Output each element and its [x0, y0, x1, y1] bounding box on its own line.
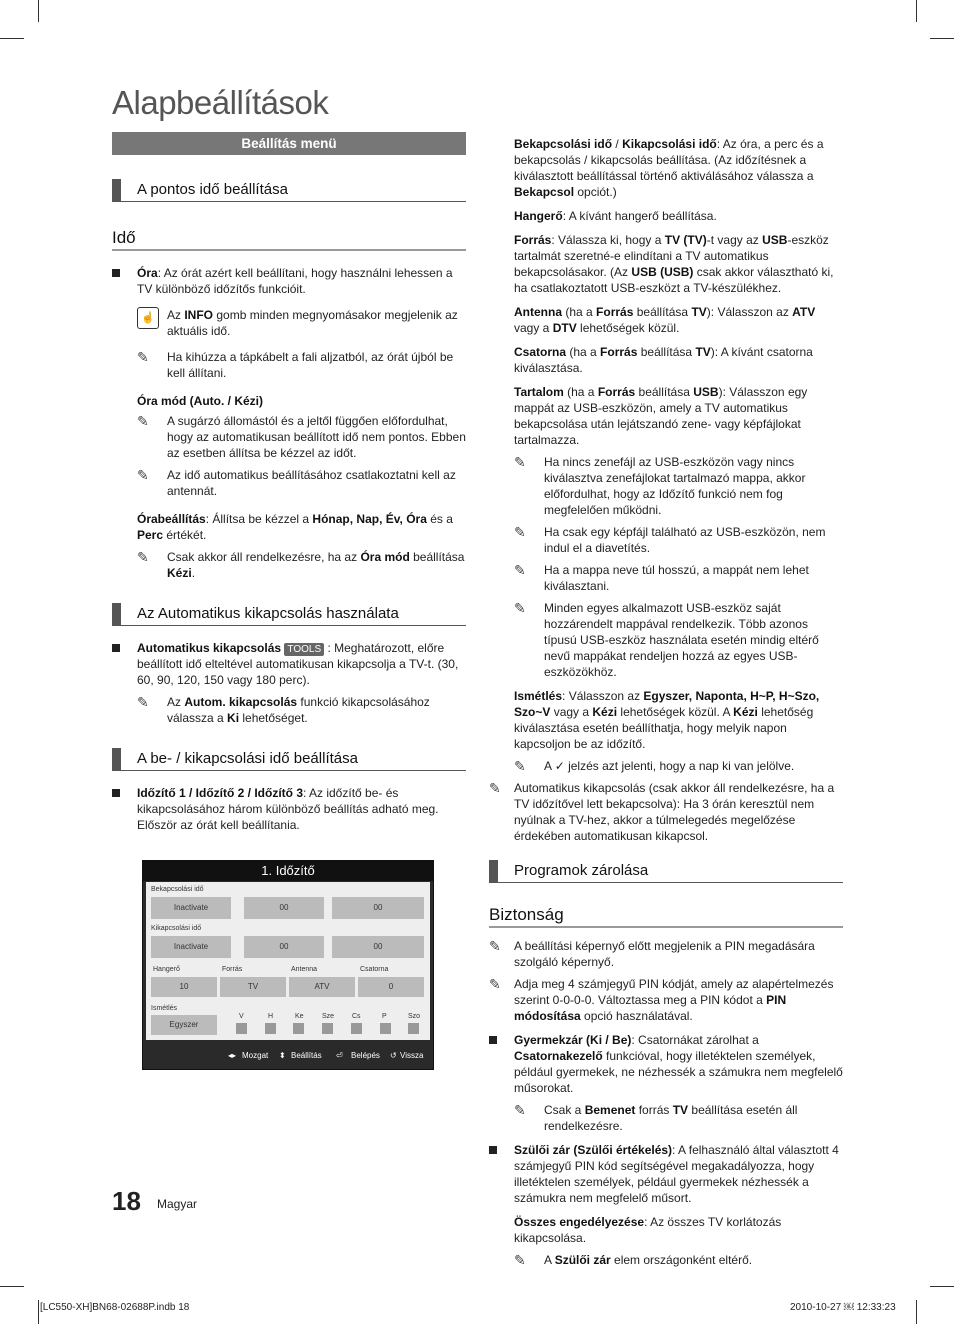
note — [489, 524, 843, 556]
section-heading: Biztonság — [489, 907, 843, 928]
text: A sugárzó állomástól és a jeltől függően előfordulhat, hogy az automatikusan beállított idő nem pontos. Ebben az esetben állítsa be kézzel az időt. — [167, 414, 466, 460]
volume-field[interactable]: 10 — [151, 977, 217, 997]
timer-osd — [142, 860, 434, 1070]
page-number: 18 — [112, 1186, 141, 1216]
text: értékét. — [163, 528, 207, 542]
info-note — [112, 307, 466, 339]
note — [112, 413, 466, 461]
paragraph — [489, 384, 843, 448]
note — [489, 1252, 843, 1268]
day-label: Sze — [322, 1013, 335, 1020]
text: : A kívánt hangerő beállítása. — [562, 209, 717, 223]
paragraph — [489, 232, 843, 296]
day-label: Szo — [408, 1013, 421, 1020]
term: Időzítő 1 / Időzítő 2 / Időzítő 3 — [137, 786, 303, 800]
crop-mark — [0, 1286, 24, 1287]
enter-icon: ⏎ — [336, 1051, 343, 1060]
day-label: P — [382, 1013, 387, 1020]
term: Bekapcsolási idő — [514, 137, 613, 151]
text: -eszköz tartalmát szeretné-e elindítani a TV automatikus bekapcsolásakor. (Az — [514, 233, 829, 279]
text: és a — [426, 512, 453, 526]
check-icon: ✓ — [554, 759, 565, 773]
term: Bemenet — [584, 1103, 636, 1117]
repeat-field[interactable]: Egyszer — [151, 1015, 217, 1035]
day-label: H — [268, 1013, 274, 1020]
text: elem országonként eltérő. — [610, 1253, 753, 1267]
term: Csatornakezelő — [514, 1049, 603, 1063]
text: funkció kikapcsolásához válassza a — [167, 695, 430, 725]
text: lehetőséget. — [239, 711, 308, 725]
osd-title: 1. Időzítő — [143, 861, 433, 881]
note — [489, 976, 843, 1024]
day-checkbox[interactable] — [408, 1023, 419, 1034]
text: / — [612, 137, 623, 151]
text: opció használatával. — [580, 1009, 693, 1023]
left-column — [112, 132, 466, 833]
term: Ismétlés — [514, 689, 563, 703]
menu-bar: Beállítás menü — [112, 132, 466, 155]
off-time-label: Kikapcsolási idő — [151, 925, 202, 932]
note — [112, 349, 466, 381]
text: funkcióval, hogy illetéktelen személyek, például gyermekek, ne nézhessék a számukra nem megfelelő műsorokat. — [514, 1049, 843, 1095]
text: jelzés azt jelenti, hogy a nap ki van jelölve. — [564, 759, 795, 773]
paragraph — [489, 136, 843, 200]
day-checkbox[interactable] — [293, 1023, 304, 1034]
term: Egyszer, Naponta, H~P, H~Szo, Szo~V — [514, 689, 820, 719]
paragraph — [489, 1214, 843, 1246]
language-label: Magyar — [157, 1197, 198, 1211]
term: TV — [695, 345, 711, 359]
note — [489, 562, 843, 594]
text: Csak a — [544, 1103, 585, 1117]
repeat-label: Ismétlés — [151, 1005, 178, 1012]
pencil-icon: ✎ — [514, 1252, 526, 1268]
tools-key-icon: TOOLS — [284, 643, 324, 656]
text: lehetőségek közül. — [576, 321, 680, 335]
day-checkbox[interactable] — [351, 1023, 362, 1034]
term: Tartalom — [514, 385, 564, 399]
term: Forrás — [597, 385, 636, 399]
note — [489, 600, 843, 680]
bullet-ora — [112, 265, 466, 297]
term: Forrás — [514, 233, 552, 247]
text: (ha a — [562, 305, 597, 319]
text: beállítása — [635, 385, 694, 399]
term: DTV — [552, 321, 577, 335]
term: Automatikus kikapcsolás — [137, 641, 282, 655]
bullet-auto — [112, 640, 466, 688]
nav-return: Vissza — [400, 1051, 424, 1060]
off-time-hour[interactable]: 00 — [244, 936, 324, 958]
day-checkbox[interactable] — [265, 1023, 276, 1034]
note — [112, 467, 466, 499]
text: gomb minden megnyomásakor megjelenik az aktuális idő. — [167, 308, 458, 338]
text: Az — [167, 695, 185, 709]
osd-body — [146, 882, 430, 1040]
info-key: INFO — [184, 308, 214, 322]
pencil-icon: ✎ — [514, 562, 526, 578]
on-time-hour[interactable]: 00 — [244, 897, 324, 919]
text: lehetőség kiválasztása esetén beállíthatja, hogy melyik napon kapcsoljon be az időzítő. — [514, 705, 814, 751]
crop-mark — [38, 0, 39, 22]
subsection-heading: Programok zárolása — [489, 860, 843, 883]
text: vagy a — [550, 705, 593, 719]
day-checkbox[interactable] — [322, 1023, 333, 1034]
term: Szülői zár (Szülői értékelés) — [514, 1143, 673, 1157]
term: PIN módosítása — [514, 993, 787, 1023]
move-icon: ◂▸ — [228, 1051, 237, 1060]
term: Óra mód (Auto. / Kézi) — [137, 394, 263, 408]
term: Hangerő — [514, 209, 563, 223]
text: . — [191, 566, 196, 580]
term: Óra mód — [360, 550, 410, 564]
text: Ha a mappa neve túl hosszú, a mappát nem lehet kiválasztani. — [544, 563, 809, 593]
paragraph — [489, 304, 843, 336]
term: Kézi — [592, 705, 618, 719]
note — [112, 694, 466, 726]
pencil-icon: ✎ — [137, 694, 149, 710]
text: beállítása — [637, 345, 696, 359]
text: : Csatornákat zárolhat a — [631, 1033, 759, 1047]
subsection-heading: A be- / kikapcsolási idő beállítása — [112, 748, 466, 771]
term: Antenna — [514, 305, 562, 319]
text: : Meghatározott, előre beállított idő elteltével automatikusan kikapcsolja a TV-t. (30, 60, 90, 120, 150 vagy 180 perc). — [137, 641, 459, 687]
on-time-label: Bekapcsolási idő — [151, 886, 204, 893]
bullet-gyermekzar — [489, 1032, 843, 1096]
text: forrás — [635, 1103, 673, 1117]
text: : Az órát azért kell beállítani, hogy használni lehessen a TV különböző időzítős funkcióit. — [137, 266, 453, 296]
term: Hónap, Nap, Év, Óra — [312, 512, 427, 526]
term: Bekapcsol — [514, 185, 575, 199]
nav-adjust: Beállítás — [291, 1051, 322, 1060]
text: A — [544, 1253, 555, 1267]
paragraph — [489, 688, 843, 752]
pencil-icon: ✎ — [514, 1102, 526, 1118]
note — [489, 780, 843, 844]
text: Minden egyes alkalmazott USB-eszköz saját hozzárendelt mappával rendelkezik. Több azonos típusú USB-eszköz használata esetén mindig eltérő nevű mappákat rendeljen hozzá az egyes USB-eszközökhöz. — [544, 601, 819, 679]
nav-move: Mozgat — [242, 1051, 269, 1060]
ora-mod-heading — [112, 393, 466, 409]
text: lehetőségek közül. A — [617, 705, 734, 719]
day-label: Ke — [295, 1013, 304, 1020]
pencil-icon: ✎ — [514, 758, 526, 774]
channel-label: Csatorna — [360, 966, 389, 973]
text: ): Válasszon az — [706, 305, 793, 319]
text: : A felhasználó által választott 4 számjegyű PIN kód segítségével megakadályozza, hogy illetéktelen személyek, például gyermekek nézhessék a számukra nem megfelelő műsort. — [514, 1143, 839, 1205]
term: Kézi — [733, 705, 758, 719]
text: csak akkor választható ki, ha csatlakoztatott USB-eszközt a TV-készülékhez. — [514, 265, 834, 295]
day-checkbox[interactable] — [380, 1023, 391, 1034]
orabeallitas — [112, 511, 466, 543]
adjust-icon: ⬍ — [279, 1051, 286, 1060]
text: beállítása esetén áll rendelkezésre. — [544, 1103, 798, 1133]
term: Perc — [137, 528, 164, 542]
term: Ki — [227, 711, 240, 725]
text: : Az összes TV korlátozás kikapcsolása. — [514, 1215, 782, 1245]
note — [112, 549, 466, 581]
pencil-icon: ✎ — [137, 413, 149, 429]
bullet-szulozar — [489, 1142, 843, 1206]
section-heading: Idő — [112, 230, 466, 251]
text: vagy a — [514, 321, 553, 335]
print-slug-right: 2010-10-27 ￼ 12:33:23 — [790, 1302, 896, 1313]
term: ATV — [792, 305, 816, 319]
antenna-field[interactable]: ATV — [289, 977, 355, 997]
text: (ha a — [563, 385, 598, 399]
term: TV — [672, 1103, 689, 1117]
text: beállítása — [633, 305, 692, 319]
page-title: Alapbeállítások — [112, 84, 329, 121]
term: Kézi — [167, 566, 192, 580]
text: (ha a — [566, 345, 601, 359]
term: TV (TV) — [664, 233, 707, 247]
term: Forrás — [596, 305, 634, 319]
text: -t vagy az — [706, 233, 763, 247]
nav-enter: Belépés — [351, 1051, 380, 1060]
note — [489, 454, 843, 518]
term: Óra — [137, 266, 158, 280]
text: Ha csak egy képfájl található az USB-eszközön, nem indul el a diavetítés. — [544, 525, 826, 555]
crop-mark — [916, 1300, 917, 1324]
text: Az idő automatikus beállításához csatlakoztatni kell az antennát. — [167, 468, 456, 498]
source-field[interactable]: TV — [220, 977, 286, 997]
crop-mark — [38, 1300, 39, 1324]
hand-icon: ☝ — [137, 307, 159, 329]
pencil-icon: ✎ — [489, 780, 501, 796]
term: Forrás — [600, 345, 638, 359]
pencil-icon: ✎ — [489, 976, 501, 992]
day-checkbox[interactable] — [236, 1023, 247, 1034]
off-time-minute[interactable]: 00 — [332, 936, 424, 958]
text: : Az óra, a perc és a bekapcsolás / kikapcsolás beállítása. (Az időzítésnek a kiválasztott beállítással történő aktiválásához válassza a — [514, 137, 824, 183]
pencil-icon: ✎ — [514, 600, 526, 616]
text: : Állítsa be kézzel a — [205, 512, 313, 526]
pencil-icon: ✎ — [489, 938, 501, 954]
paragraph — [489, 344, 843, 376]
crop-mark — [930, 1286, 954, 1287]
text: : Válassza ki, hogy a — [551, 233, 665, 247]
pencil-icon: ✎ — [514, 454, 526, 470]
on-time-minute[interactable]: 00 — [332, 897, 424, 919]
text: ): Válasszon egy mappát az USB-eszközön, amely a TV automatikus bekapcsolása után lejátszandó zene- vagy képfájlokat tartalmazza. — [514, 385, 808, 447]
text: A beállítási képernyő előtt megjelenik a PIN megadására szolgáló képernyő. — [514, 939, 815, 969]
text: Csak akkor áll rendelkezésre, ha az — [167, 550, 361, 564]
term: Kikapcsolási idő — [622, 137, 717, 151]
pencil-icon: ✎ — [514, 524, 526, 540]
on-time-state[interactable]: Inactivate — [151, 897, 231, 919]
note — [489, 938, 843, 970]
text: Ha nincs zenefájl az USB-eszközön vagy nincs kiválasztva zenefájlokat tartalmazó mappa, akkor előfordulhat, hogy az Időzítő funkció nem fog megfelelően működni. — [544, 455, 806, 517]
note — [489, 758, 843, 774]
text: : Válasszon az — [562, 689, 644, 703]
bullet-idozito — [112, 785, 466, 833]
text: : Az időzítő be- és kikapcsolásához három különböző beállítás adható meg. Először az órát kell beállítania. — [137, 786, 439, 832]
term: Összes engedélyezése — [514, 1215, 645, 1229]
text: Adja meg 4 számjegyű PIN kódját, amely az alapértelmezés szerint 0-0-0-0. Változtassa meg a PIN kódot a — [514, 977, 834, 1007]
term: TV — [691, 305, 707, 319]
right-column — [489, 136, 843, 1268]
day-label: V — [239, 1013, 244, 1020]
print-slug-left: [LC550-XH]BN68-02688P.indb 18 — [40, 1302, 190, 1313]
term: Autom. kikapcsolás — [184, 695, 298, 709]
pencil-icon: ✎ — [137, 549, 149, 565]
text: beállítása — [409, 550, 465, 564]
term: USB — [693, 385, 719, 399]
osd-nav — [143, 1043, 433, 1069]
antenna-label: Antenna — [291, 966, 318, 973]
crop-mark — [930, 38, 954, 39]
crop-mark — [0, 38, 24, 39]
text: opciót.) — [574, 185, 617, 199]
text: Az — [167, 308, 185, 322]
crop-mark — [916, 0, 917, 22]
term: Órabeállítás — [137, 512, 206, 526]
term: Csatorna — [514, 345, 567, 359]
text: Automatikus kikapcsolás (csak akkor áll rendelkezésre, ha a TV időzítővel lett bekapcsolva): Ha 3 órán keresztül nem nyúlnak a TV-hez, akkor a túlmelegedés megelőzése érdekében automatikusan kikapcsol. — [514, 781, 835, 843]
source-label: Forrás — [222, 966, 243, 973]
channel-field[interactable]: 0 — [358, 977, 424, 997]
volume-label: Hangerő — [153, 966, 180, 973]
term: USB (USB) — [631, 265, 694, 279]
off-time-state[interactable]: Inactivate — [151, 936, 231, 958]
paragraph — [489, 208, 843, 224]
text: ): A kívánt csatorna kiválasztása. — [514, 345, 813, 375]
return-icon: ↺ — [390, 1051, 397, 1060]
term: Gyermekzár (Ki / Be) — [514, 1033, 632, 1047]
day-label: Cs — [352, 1013, 361, 1020]
note — [489, 1102, 843, 1134]
text: Ha kihúzza a tápkábelt a fali aljzatból, az órát újból be kell állítani. — [167, 350, 454, 380]
term: USB — [762, 233, 788, 247]
text: A — [544, 759, 555, 773]
subsection-heading: Az Automatikus kikapcsolás használata — [112, 603, 466, 626]
subsection-heading: A pontos idő beállítása — [112, 179, 466, 202]
term: Szülői zár — [554, 1253, 611, 1267]
pencil-icon: ✎ — [137, 349, 149, 365]
pencil-icon: ✎ — [137, 467, 149, 483]
